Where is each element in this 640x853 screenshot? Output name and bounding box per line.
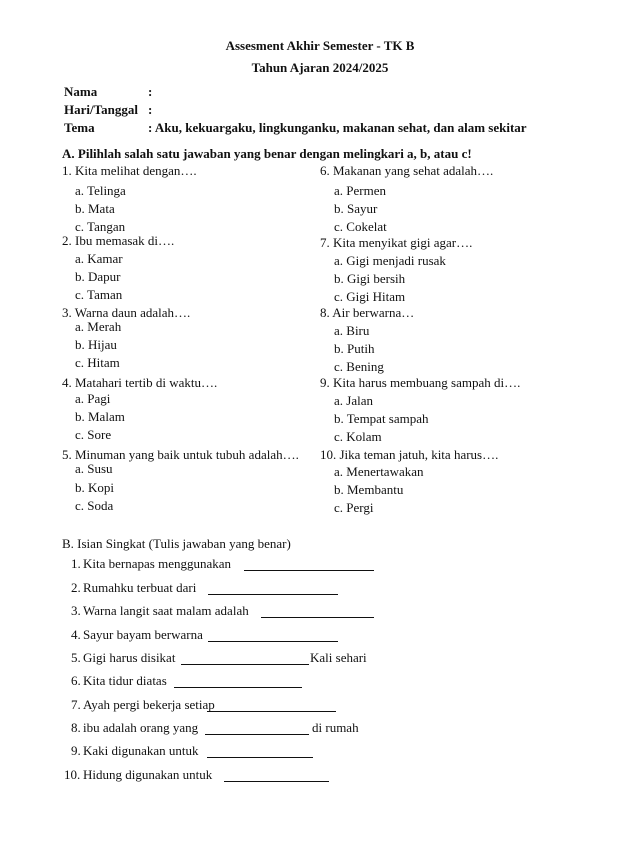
option-b[interactable]: b. Sayur <box>334 201 378 216</box>
item-number: 9. <box>71 743 81 758</box>
answer-blank[interactable] <box>261 617 374 618</box>
answer-blank[interactable] <box>205 734 309 735</box>
answer-blank[interactable] <box>181 664 309 665</box>
option-b[interactable]: b. Hijau <box>75 337 117 352</box>
option-a[interactable]: a. Susu <box>75 461 113 476</box>
field-label: Tema <box>64 120 95 135</box>
item-text: Hidung digunakan untuk <box>83 767 213 782</box>
field-tema <box>64 120 527 136</box>
option-c[interactable]: c. Bening <box>334 359 384 374</box>
answer-blank[interactable] <box>224 781 329 782</box>
item-text: Kaki digunakan untuk <box>83 743 199 758</box>
question-2: 2. Ibu memasak di…. <box>62 233 175 248</box>
item-text-after: di rumah <box>312 720 359 735</box>
question-6: 6. Makanan yang sehat adalah…. <box>320 163 494 178</box>
item-text: Rumahku terbuat dari <box>83 580 197 595</box>
answer-blank[interactable] <box>174 687 302 688</box>
option-a[interactable]: a. Gigi menjadi rusak <box>334 253 446 268</box>
item-number: 2. <box>71 580 81 595</box>
item-text: Warna langit saat malam adalah <box>83 603 249 618</box>
option-b[interactable]: b. Mata <box>75 201 115 216</box>
option-a[interactable]: a. Pagi <box>75 391 111 406</box>
option-a[interactable]: a. Menertawakan <box>334 464 424 479</box>
answer-blank[interactable] <box>244 570 374 571</box>
option-b[interactable]: b. Tempat sampah <box>334 411 429 426</box>
item-number: 3. <box>71 603 81 618</box>
question-5: 5. Minuman yang baik untuk tubuh adalah…. <box>62 447 299 462</box>
question-9: 9. Kita harus membuang sampah di…. <box>320 375 521 390</box>
option-c[interactable]: c. Gigi Hitam <box>334 289 406 304</box>
answer-blank[interactable] <box>207 711 336 712</box>
option-c[interactable]: c. Sore <box>75 427 112 442</box>
option-c[interactable]: c. Tangan <box>75 219 126 234</box>
question-3: 3. Warna daun adalah…. <box>62 305 191 320</box>
answer-blank[interactable] <box>208 594 338 595</box>
section-b-heading: B. Isian Singkat (Tulis jawaban yang benar) <box>62 536 291 551</box>
item-text: Kita tidur diatas <box>83 673 167 688</box>
option-a[interactable]: a. Merah <box>75 319 122 334</box>
answer-blank[interactable] <box>207 757 313 758</box>
option-a[interactable]: a. Permen <box>334 183 386 198</box>
question-7: 7. Kita menyikat gigi agar…. <box>320 235 473 250</box>
option-c[interactable]: c. Taman <box>75 287 123 302</box>
option-a[interactable]: a. Kamar <box>75 251 123 266</box>
option-c[interactable]: c. Cokelat <box>334 219 387 234</box>
section-a-heading: A. Pilihlah salah satu jawaban yang benar dengan melingkari a, b, atau c! <box>62 146 472 161</box>
question-10: 10. Jika teman jatuh, kita harus…. <box>320 447 499 462</box>
item-number: 1. <box>71 556 81 571</box>
item-number: 8. <box>71 720 81 735</box>
item-text: ibu adalah orang yang <box>83 720 199 735</box>
question-4: 4. Matahari tertib di waktu…. <box>62 375 218 390</box>
item-number: 4. <box>71 627 81 642</box>
option-b[interactable]: b. Kopi <box>75 480 114 495</box>
option-b[interactable]: b. Malam <box>75 409 125 424</box>
item-number: 5. <box>71 650 81 665</box>
option-a[interactable]: a. Telinga <box>75 183 126 198</box>
field-label: Nama <box>64 84 98 99</box>
option-a[interactable]: a. Jalan <box>334 393 373 408</box>
field-label: Hari/Tanggal <box>64 102 138 117</box>
option-b[interactable]: b. Dapur <box>75 269 121 284</box>
item-text: Kita bernapas menggunakan <box>83 556 232 571</box>
page-title: Assesment Akhir Semester - TK B <box>225 38 415 53</box>
answer-blank[interactable] <box>208 641 338 642</box>
item-text: Ayah pergi bekerja setiap <box>83 697 215 712</box>
option-b[interactable]: b. Membantu <box>334 482 404 497</box>
item-number: 10. <box>64 767 81 782</box>
option-b[interactable]: b. Gigi bersih <box>334 271 406 286</box>
option-c[interactable]: c. Pergi <box>334 500 374 515</box>
field-value: : Aku, kekuargaku, lingkunganku, makanan sehat, dan alam sekitar <box>148 120 527 135</box>
option-b[interactable]: b. Putih <box>334 341 375 356</box>
option-c[interactable]: c. Kolam <box>334 429 382 444</box>
item-number: 7. <box>71 697 81 712</box>
option-c[interactable]: c. Hitam <box>75 355 120 370</box>
option-a[interactable]: a. Biru <box>334 323 370 338</box>
option-c[interactable]: c. Soda <box>75 498 114 513</box>
page-subtitle: Tahun Ajaran 2024/2025 <box>251 60 389 75</box>
field-value: : <box>148 84 153 99</box>
item-number: 6. <box>71 673 81 688</box>
item-text-after: Kali sehari <box>310 650 367 665</box>
field-value: : <box>148 102 153 117</box>
item-text: Gigi harus disikat <box>83 650 176 665</box>
question-8: 8. Air berwarna… <box>320 305 415 320</box>
item-text: Sayur bayam berwarna <box>83 627 203 642</box>
field-hari-tanggal <box>64 102 152 118</box>
question-1: 1. Kita melihat dengan…. <box>62 163 197 178</box>
field-nama <box>64 84 152 100</box>
